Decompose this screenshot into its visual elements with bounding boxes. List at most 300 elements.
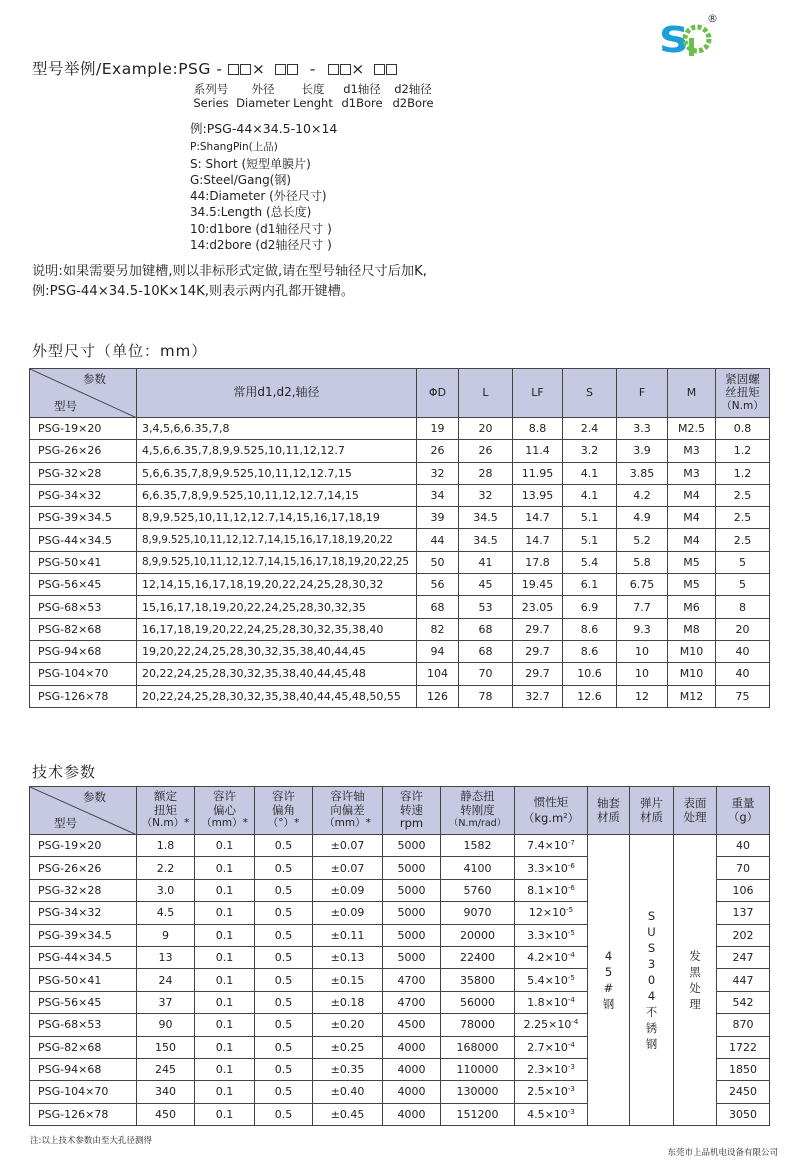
- value-cell: 56: [417, 574, 459, 596]
- value-cell: 34.5: [459, 507, 513, 529]
- tech-header-row: [30, 787, 770, 835]
- value-cell: 11.4: [513, 440, 563, 462]
- value-cell: 0.8: [716, 418, 770, 440]
- value-cell: ±0.20: [313, 1014, 383, 1036]
- value-cell: 37: [137, 991, 195, 1013]
- weight-cell: 202: [717, 924, 770, 946]
- dims-row: [30, 418, 770, 440]
- value-cell: 0.1: [195, 1103, 255, 1125]
- vertical-char: 锈: [645, 1021, 658, 1036]
- company-name: 东莞市上品机电设备有限公司: [667, 1148, 778, 1158]
- dims-title: 外型尺寸（单位：mm）: [32, 342, 208, 360]
- value-cell: 4000: [383, 1103, 441, 1125]
- weight-cell: 2450: [717, 1081, 770, 1103]
- value-cell: 0.5: [255, 1014, 313, 1036]
- inertia-cell: [515, 1103, 588, 1125]
- tech-col-stiffness: 静态扭 转刚度 （N.m/rad）: [441, 787, 515, 835]
- value-cell: 450: [137, 1103, 195, 1125]
- example-times-2: ×: [351, 60, 365, 78]
- vertical-char: 钢: [602, 997, 615, 1012]
- value-cell: M4: [668, 484, 716, 506]
- dims-row: [30, 484, 770, 506]
- value-cell: ±0.11: [313, 924, 383, 946]
- value-cell: 5000: [383, 902, 441, 924]
- value-cell: 2.5: [716, 529, 770, 551]
- inertia-cell: [515, 1081, 588, 1103]
- value-cell: 8.8: [513, 418, 563, 440]
- value-cell: M10: [668, 640, 716, 662]
- sleeve-material-cell-text: [602, 948, 616, 1012]
- bore-list-cell: 6,6.35,7,8,9,9.525,10,11,12,12.7,14,15: [137, 484, 417, 506]
- value-cell: 0.5: [255, 879, 313, 901]
- model-cell: PSG-19×20: [30, 835, 137, 857]
- value-cell: 68: [459, 640, 513, 662]
- bore-list-cell: 12,14,15,16,17,18,19,20,22,24,25,28,30,32: [137, 574, 417, 596]
- vertical-char: #: [603, 981, 614, 996]
- dims-col-f: F: [617, 369, 668, 418]
- inertia-exponent: -5: [567, 973, 575, 982]
- tech-col-surface: 表面 处理: [674, 787, 717, 835]
- model-cell: PSG-32×28: [30, 879, 137, 901]
- value-cell: M5: [668, 574, 716, 596]
- inertia-cell: [515, 902, 588, 924]
- vertical-char: 5: [604, 965, 613, 980]
- weight-cell: 3050: [717, 1103, 770, 1125]
- vertical-char: 钢: [645, 1037, 658, 1052]
- vertical-char: 0: [647, 973, 656, 988]
- inertia-base: 2.7×10: [527, 1040, 568, 1054]
- value-cell: 0.1: [195, 879, 255, 901]
- weight-cell: 1722: [717, 1036, 770, 1058]
- value-cell: 110000: [441, 1058, 515, 1080]
- value-cell: 68: [459, 618, 513, 640]
- value-cell: 1582: [441, 835, 515, 857]
- bore-list-cell: 5,6,6.35,7,8,9,9.525,10,11,12,12.7,15: [137, 462, 417, 484]
- tech-col-inertia: 惯性矩 $(kg.m^2)$: [515, 787, 588, 835]
- model-cell: PSG-94×68: [30, 1058, 137, 1080]
- model-cell: PSG-56×45: [30, 574, 137, 596]
- dims-row: [30, 551, 770, 573]
- value-cell: 26: [417, 440, 459, 462]
- value-cell: 0.5: [255, 857, 313, 879]
- value-cell: 2.4: [563, 418, 617, 440]
- value-cell: 14.7: [513, 529, 563, 551]
- value-cell: 0.1: [195, 991, 255, 1013]
- value-cell: M3: [668, 462, 716, 484]
- value-cell: 28: [459, 462, 513, 484]
- inertia-base: 4.5×10: [527, 1107, 568, 1121]
- dims-table: [29, 368, 770, 708]
- model-cell: PSG-94×68: [30, 640, 137, 662]
- model-cell: PSG-126×78: [30, 1103, 137, 1125]
- value-cell: 0.5: [255, 991, 313, 1013]
- inertia-cell: [515, 924, 588, 946]
- dims-row: [30, 462, 770, 484]
- weight-cell: 1850: [717, 1058, 770, 1080]
- dims-header-row: [30, 369, 770, 418]
- dims-col-s: S: [563, 369, 617, 418]
- legend-d2bore: d2轴径 d2Bore: [392, 82, 434, 110]
- tech-col-angle: 容许 偏角 （°）*: [255, 787, 313, 835]
- dims-row: [30, 663, 770, 685]
- value-cell: 4000: [383, 1058, 441, 1080]
- value-cell: 44: [417, 529, 459, 551]
- inertia-base: 3.3×10: [527, 928, 568, 942]
- inertia-exponent: -6: [567, 861, 575, 870]
- value-cell: 40: [716, 640, 770, 662]
- value-cell: 78000: [441, 1014, 515, 1036]
- value-cell: 32.7: [513, 685, 563, 707]
- dims-col-phid: ΦD: [417, 369, 459, 418]
- model-cell: PSG-50×41: [30, 551, 137, 573]
- example-description: 例:PSG-44×34.5-10×14 P:ShangPin(上品) S: Short (短型单膜片) G:Steel/Gang(钢) 44:Diameter (外径尺寸) 34.5:Length (总长度) 10:d1bore (d1轴径尺寸 ) 14:d2bore (d2轴径尺寸 ): [190, 121, 338, 253]
- value-cell: 19: [417, 418, 459, 440]
- value-cell: 6.1: [563, 574, 617, 596]
- legend-diameter: 外径 Diameter: [236, 82, 290, 110]
- example-times-1: ×: [251, 60, 266, 78]
- value-cell: 0.1: [195, 857, 255, 879]
- value-cell: 4000: [383, 1081, 441, 1103]
- value-cell: ±0.07: [313, 857, 383, 879]
- tech-col-weight: 重量 （g）: [717, 787, 770, 835]
- inertia-base: 5.4×10: [527, 973, 568, 987]
- value-cell: 0.1: [195, 1014, 255, 1036]
- dims-col-bores: 常用d1,d2,轴径: [137, 369, 417, 418]
- value-cell: M10: [668, 663, 716, 685]
- value-cell: 82: [417, 618, 459, 640]
- value-cell: 29.7: [513, 663, 563, 685]
- value-cell: 10: [617, 663, 668, 685]
- value-cell: 29.7: [513, 640, 563, 662]
- example-dash: -: [309, 60, 316, 78]
- model-cell: PSG-34×32: [30, 484, 137, 506]
- dims-col-l: L: [459, 369, 513, 418]
- value-cell: 5.1: [563, 507, 617, 529]
- model-cell: PSG-19×20: [30, 418, 137, 440]
- value-cell: 4.1: [563, 484, 617, 506]
- value-cell: 3.9: [617, 440, 668, 462]
- dims-row: [30, 618, 770, 640]
- value-cell: 14.7: [513, 507, 563, 529]
- tech-corner: 参数 型号: [30, 787, 137, 835]
- value-cell: 0.5: [255, 924, 313, 946]
- inertia-base: 3.3×10: [527, 861, 568, 875]
- value-cell: ±0.13: [313, 946, 383, 968]
- inertia-base: 4.2×10: [527, 951, 568, 965]
- value-cell: 5.8: [617, 551, 668, 573]
- value-cell: 9070: [441, 902, 515, 924]
- value-cell: M8: [668, 618, 716, 640]
- value-cell: 50: [417, 551, 459, 573]
- inertia-cell: [515, 857, 588, 879]
- legend-length: 长度 Lenght: [293, 82, 333, 110]
- dims-row: [30, 640, 770, 662]
- value-cell: 94: [417, 640, 459, 662]
- inertia-exponent: -7: [567, 839, 575, 848]
- weight-cell: 106: [717, 879, 770, 901]
- model-cell: PSG-44×34.5: [30, 529, 137, 551]
- value-cell: 4700: [383, 991, 441, 1013]
- dims-corner: 参数 型号: [30, 369, 137, 418]
- surface-treatment-cell-text: [688, 948, 702, 1012]
- value-cell: 5000: [383, 924, 441, 946]
- value-cell: 26: [459, 440, 513, 462]
- model-cell: PSG-104×70: [30, 1081, 137, 1103]
- model-cell: PSG-26×26: [30, 857, 137, 879]
- bore-list-cell: 8,9,9.525,10,11,12,12.7,14,15,16,17,18,19: [137, 507, 417, 529]
- value-cell: 29.7: [513, 618, 563, 640]
- model-cell: PSG-26×26: [30, 440, 137, 462]
- value-cell: 5: [716, 574, 770, 596]
- model-cell: PSG-126×78: [30, 685, 137, 707]
- value-cell: 3.0: [137, 879, 195, 901]
- value-cell: 24: [137, 969, 195, 991]
- value-cell: 32: [459, 484, 513, 506]
- inertia-cell: [515, 969, 588, 991]
- logo-letter-s: S: [659, 20, 689, 58]
- value-cell: 2.5: [716, 484, 770, 506]
- weight-cell: 40: [717, 835, 770, 857]
- value-cell: 5000: [383, 946, 441, 968]
- value-cell: 20: [459, 418, 513, 440]
- value-cell: 5000: [383, 857, 441, 879]
- example-title: [32, 57, 398, 79]
- value-cell: 4.2: [617, 484, 668, 506]
- tech-col-spring-material: 弹片 材质: [630, 787, 674, 835]
- inertia-cell: [515, 879, 588, 901]
- value-cell: 39: [417, 507, 459, 529]
- inertia-cell: [515, 835, 588, 857]
- value-cell: 35800: [441, 969, 515, 991]
- value-cell: 0.1: [195, 1036, 255, 1058]
- inertia-exponent: -4: [567, 951, 575, 960]
- tech-col-eccentric: 容许 偏心 （mm）*: [195, 787, 255, 835]
- value-cell: 13: [137, 946, 195, 968]
- value-cell: 56000: [441, 991, 515, 1013]
- inertia-exponent: -5: [566, 906, 574, 915]
- value-cell: 12: [617, 685, 668, 707]
- value-cell: 20000: [441, 924, 515, 946]
- example-prefix: 型号举例/Example:PSG -: [32, 60, 223, 78]
- model-cell: PSG-44×34.5: [30, 946, 137, 968]
- value-cell: 8.6: [563, 618, 617, 640]
- model-cell: PSG-82×68: [30, 618, 137, 640]
- value-cell: ±0.25: [313, 1036, 383, 1058]
- value-cell: M12: [668, 685, 716, 707]
- value-cell: 4500: [383, 1014, 441, 1036]
- value-cell: 5000: [383, 835, 441, 857]
- bore-list-cell: 20,22,24,25,28,30,32,35,38,40,44,45,48,50,55: [137, 685, 417, 707]
- vertical-char: 不: [645, 1005, 658, 1020]
- inertia-exponent: -3: [567, 1085, 575, 1094]
- value-cell: 78: [459, 685, 513, 707]
- value-cell: 4.5: [137, 902, 195, 924]
- value-cell: 168000: [441, 1036, 515, 1058]
- value-cell: ±0.35: [313, 1058, 383, 1080]
- value-cell: 104: [417, 663, 459, 685]
- model-cell: PSG-32×28: [30, 462, 137, 484]
- value-cell: 34: [417, 484, 459, 506]
- value-cell: 13.95: [513, 484, 563, 506]
- value-cell: 4.9: [617, 507, 668, 529]
- inertia-base: 2.5×10: [527, 1085, 568, 1099]
- value-cell: 0.1: [195, 924, 255, 946]
- bore-list-cell: 15,16,17,18,19,20,22,24,25,28,30,32,35: [137, 596, 417, 618]
- inertia-exponent: -4: [571, 1018, 579, 1027]
- value-cell: 340: [137, 1081, 195, 1103]
- value-cell: ±0.09: [313, 879, 383, 901]
- value-cell: 19.45: [513, 574, 563, 596]
- value-cell: 7.7: [617, 596, 668, 618]
- value-cell: 6.75: [617, 574, 668, 596]
- dims-row: [30, 440, 770, 462]
- value-cell: 75: [716, 685, 770, 707]
- value-cell: 11.95: [513, 462, 563, 484]
- value-cell: 5.2: [617, 529, 668, 551]
- value-cell: 4.1: [563, 462, 617, 484]
- inertia-exponent: -5: [567, 928, 575, 937]
- tech-col-axial: 容许轴 向偏差 （mm）*: [313, 787, 383, 835]
- value-cell: 41: [459, 551, 513, 573]
- inertia-cell: [515, 991, 588, 1013]
- value-cell: 0.5: [255, 902, 313, 924]
- weight-cell: 137: [717, 902, 770, 924]
- weight-cell: 70: [717, 857, 770, 879]
- value-cell: 1.8: [137, 835, 195, 857]
- spring-material-cell: [630, 835, 674, 1126]
- value-cell: 5.1: [563, 529, 617, 551]
- value-cell: 2.2: [137, 857, 195, 879]
- value-cell: M4: [668, 507, 716, 529]
- vertical-char: S: [647, 941, 656, 956]
- dims-row: [30, 596, 770, 618]
- value-cell: 5760: [441, 879, 515, 901]
- tech-col-torque: 额定 扭矩 （N.m）*: [137, 787, 195, 835]
- value-cell: 0.1: [195, 1058, 255, 1080]
- value-cell: 5: [716, 551, 770, 573]
- value-cell: 17.8: [513, 551, 563, 573]
- value-cell: 0.5: [255, 1036, 313, 1058]
- inertia-exponent: -3: [567, 1063, 575, 1072]
- keyway-note: 说明:如果需要另加键槽,则以非标形式定做,请在型号轴径尺寸后加K, 例:PSG-44×34.5-10K×14K,则表示两内孔都开键槽。: [32, 264, 427, 299]
- vertical-char: 发: [689, 949, 701, 964]
- inertia-base: 1.8×10: [527, 995, 568, 1009]
- dims-col-m: M: [668, 369, 716, 418]
- value-cell: 0.5: [255, 946, 313, 968]
- legend-d1bore: d1轴径 d1Bore: [341, 82, 383, 110]
- value-cell: 0.1: [195, 835, 255, 857]
- vertical-char: 4: [604, 949, 613, 964]
- value-cell: 90: [137, 1014, 195, 1036]
- tech-col-speed: 容许 转速 rpm: [383, 787, 441, 835]
- value-cell: 9: [137, 924, 195, 946]
- weight-cell: 542: [717, 991, 770, 1013]
- value-cell: 3.2: [563, 440, 617, 462]
- value-cell: 10.6: [563, 663, 617, 685]
- value-cell: 20: [716, 618, 770, 640]
- weight-cell: 870: [717, 1014, 770, 1036]
- value-cell: ±0.45: [313, 1103, 383, 1125]
- value-cell: 23.05: [513, 596, 563, 618]
- value-cell: 0.1: [195, 969, 255, 991]
- bore-list-cell: 20,22,24,25,28,30,32,35,38,40,44,45,48: [137, 663, 417, 685]
- dims-col-lf: LF: [513, 369, 563, 418]
- vertical-char: 理: [689, 997, 701, 1012]
- bore-list-cell: 8,9,9.525,10,11,12,12.7,14,15,16,17,18,19,20,22,25: [137, 551, 417, 573]
- inertia-cell: [515, 1014, 588, 1036]
- inertia-cell: [515, 1036, 588, 1058]
- value-cell: 0.5: [255, 835, 313, 857]
- value-cell: 68: [417, 596, 459, 618]
- model-cell: PSG-68×53: [30, 1014, 137, 1036]
- weight-cell: 447: [717, 969, 770, 991]
- surface-treatment-cell: [674, 835, 717, 1126]
- value-cell: 4700: [383, 969, 441, 991]
- tech-title: 技术参数: [32, 763, 97, 781]
- value-cell: 6.9: [563, 596, 617, 618]
- value-cell: 151200: [441, 1103, 515, 1125]
- value-cell: 34.5: [459, 529, 513, 551]
- value-cell: 8: [716, 596, 770, 618]
- value-cell: 32: [417, 462, 459, 484]
- value-cell: 1.2: [716, 462, 770, 484]
- value-cell: 12.6: [563, 685, 617, 707]
- value-cell: ±0.18: [313, 991, 383, 1013]
- dims-row: [30, 574, 770, 596]
- value-cell: 4000: [383, 1036, 441, 1058]
- value-cell: 0.5: [255, 1058, 313, 1080]
- inertia-base: 7.4×10: [527, 839, 568, 853]
- model-cell: PSG-68×53: [30, 596, 137, 618]
- inertia-exponent: -4: [567, 995, 575, 1004]
- model-cell: PSG-50×41: [30, 969, 137, 991]
- value-cell: 22400: [441, 946, 515, 968]
- value-cell: 126: [417, 685, 459, 707]
- value-cell: 9.3: [617, 618, 668, 640]
- vertical-char: 4: [647, 989, 656, 1004]
- vertical-char: 处: [689, 981, 701, 996]
- value-cell: M3: [668, 440, 716, 462]
- inertia-exponent: -4: [567, 1040, 575, 1049]
- sleeve-material-cell: [588, 835, 630, 1126]
- model-cell: PSG-39×34.5: [30, 924, 137, 946]
- tech-row: [30, 835, 770, 857]
- model-cell: PSG-56×45: [30, 991, 137, 1013]
- inertia-cell: [515, 946, 588, 968]
- tech-col-sleeve-material: 轴套 材质: [588, 787, 630, 835]
- registered-mark: ®: [707, 12, 718, 25]
- value-cell: ±0.07: [313, 835, 383, 857]
- value-cell: 130000: [441, 1081, 515, 1103]
- value-cell: 0.5: [255, 1103, 313, 1125]
- value-cell: 4100: [441, 857, 515, 879]
- dims-col-torque: 紧固螺 丝扭矩 （N.m）: [716, 369, 770, 418]
- dims-row: [30, 507, 770, 529]
- value-cell: ±0.40: [313, 1081, 383, 1103]
- value-cell: 3.85: [617, 462, 668, 484]
- inertia-exponent: -3: [567, 1107, 575, 1116]
- value-cell: 2.5: [716, 507, 770, 529]
- spring-material-cell-text: [645, 908, 659, 1052]
- value-cell: M2.5: [668, 418, 716, 440]
- value-cell: 3.3: [617, 418, 668, 440]
- vertical-char: 3: [647, 957, 656, 972]
- bore-list-cell: 4,5,6,6.35,7,8,9,9.525,10,11,12,12.7: [137, 440, 417, 462]
- model-cell: PSG-34×32: [30, 902, 137, 924]
- value-cell: 0.1: [195, 902, 255, 924]
- bore-list-cell: 8,9,9.525,10,11,12,12.7,14,15,16,17,18,19,20,22: [137, 529, 417, 551]
- bore-list-cell: 19,20,22,24,25,28,30,32,35,38,40,44,45: [137, 640, 417, 662]
